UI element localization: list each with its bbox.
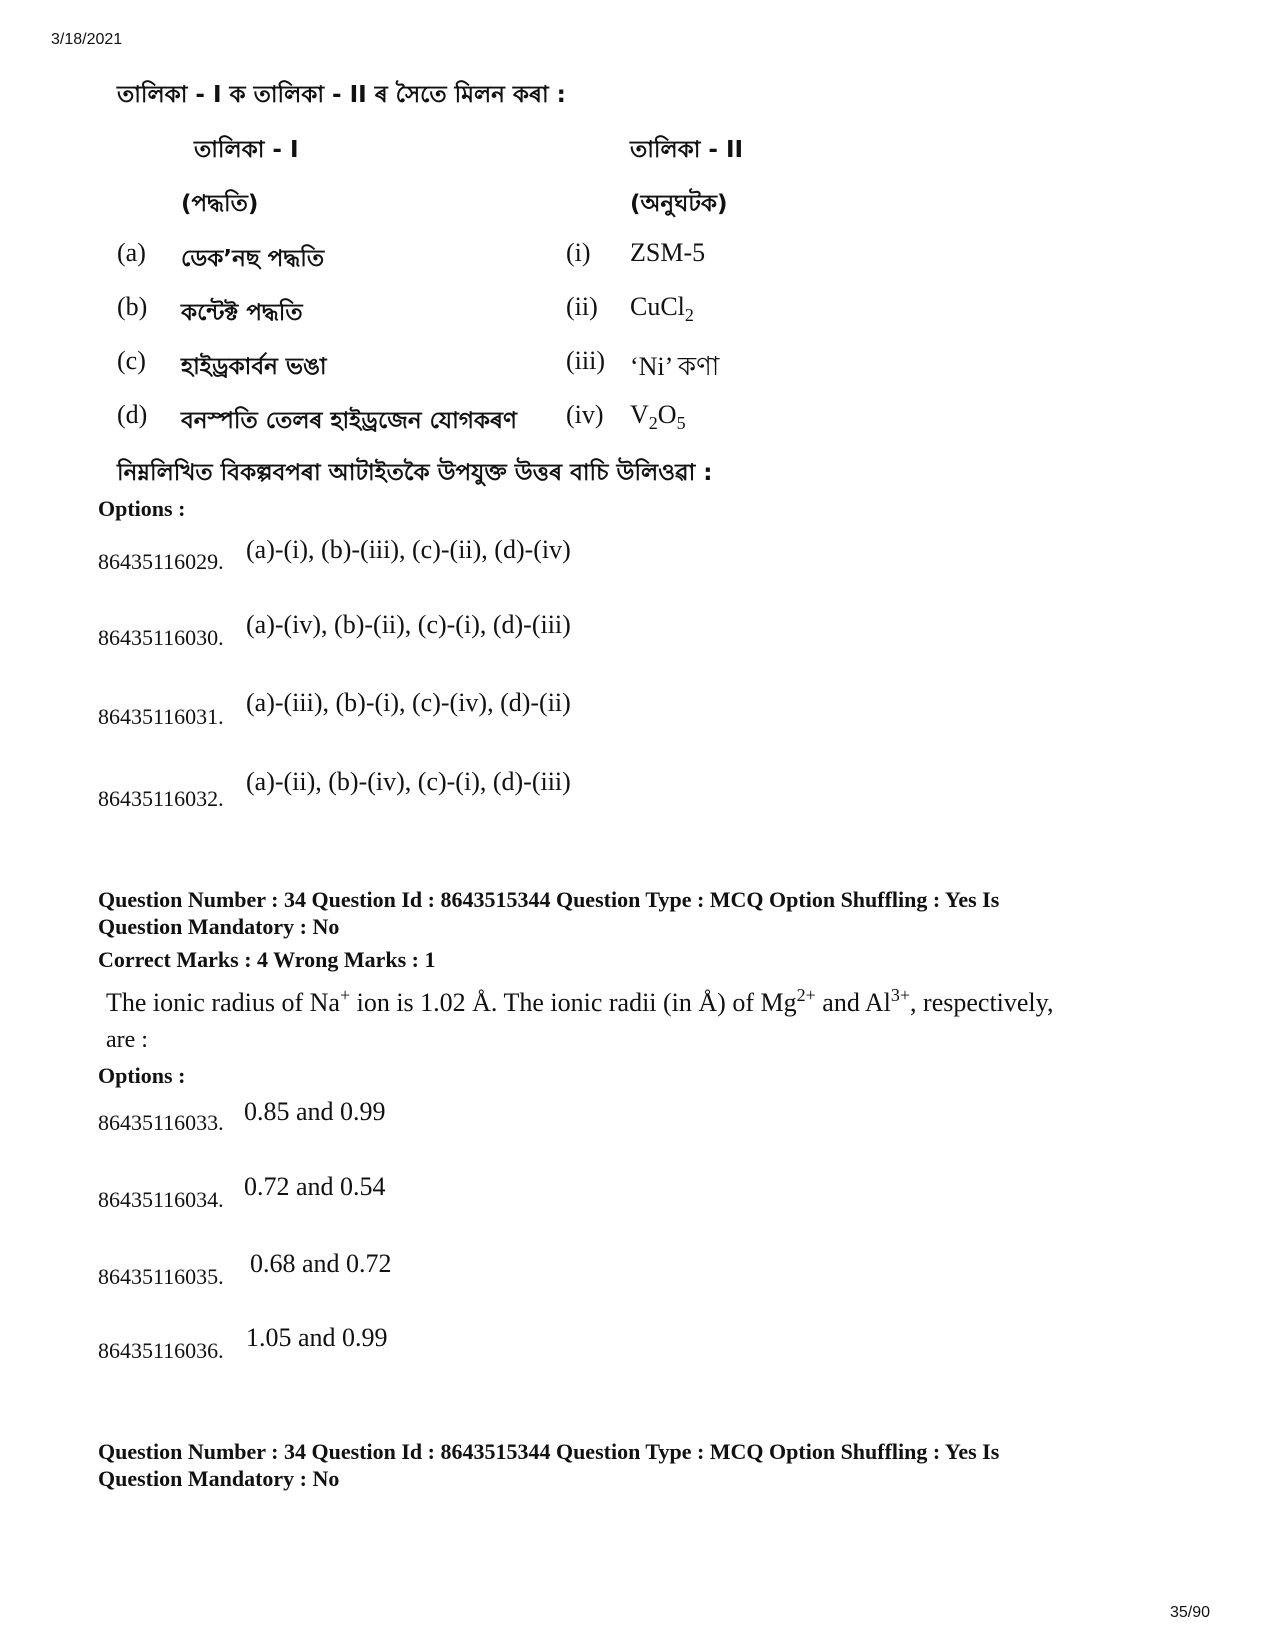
question-meta-line2: Question Mandatory : No <box>98 914 340 939</box>
q33-row-label: (a) <box>117 238 146 267</box>
q33-row-catalyst: ‘Ni’ কণা <box>630 352 720 381</box>
options-label: Options : <box>98 496 186 521</box>
option-id: 86435116035. <box>98 1264 224 1289</box>
q33-row-item: কন্টেক্ট পদ্ধতি <box>181 300 303 326</box>
q33-col1-title: তালিকা - I <box>194 137 299 163</box>
question-text: The ionic radius of Na+ ion is 1.02 Å. The ionic radii (in Å) of $Mg^{2+}$ and $Al^{3+}$, respectively, <box>106 985 1054 1017</box>
options-label: Options : <box>98 1063 186 1088</box>
question-text-line2: are : <box>106 1027 148 1053</box>
option-text[interactable]: 0.85 and 0.99 <box>244 1097 386 1126</box>
page-number: 35/90 <box>1170 1604 1211 1621</box>
option-text[interactable]: (a)-(i), (b)-(iii), (c)-(ii), (d)-(iv) <box>246 535 571 564</box>
q33-row-item: হাইড্ৰকাৰ্বন ভঙা <box>181 354 327 380</box>
q33-row-number: (iv) <box>566 400 604 429</box>
option-id: 86435116029. <box>98 549 224 574</box>
option-id: 86435116031. <box>98 704 224 729</box>
q33-col2-title: তালিকা - II <box>630 137 744 163</box>
question-meta-line1: Question Number : 34 Question Id : 8643515344 Question Type : MCQ Option Shuffling : Yes Is <box>98 887 1000 912</box>
option-id: 86435116032. <box>98 786 224 811</box>
option-text[interactable]: (a)-(iii), (b)-(i), (c)-(iv), (d)-(ii) <box>246 688 571 717</box>
q33-row-catalyst: CuCl$_2$ <box>630 292 694 325</box>
q33-row-number: (iii) <box>566 346 605 375</box>
option-id: 86435116036. <box>98 1338 224 1363</box>
q33-choose-instruction: নিম্নলিখিত বিকল্পবপৰা আটাইতকৈ উপযুক্ত উত্তৰ বাচি উলিওৱা : <box>117 460 713 486</box>
option-text[interactable]: 1.05 and 0.99 <box>246 1323 388 1352</box>
q33-col2-subtitle: (অনুঘটক) <box>630 191 728 217</box>
q33-row-catalyst: ZSM-5 <box>630 238 706 267</box>
q33-row-label: (d) <box>117 400 148 429</box>
option-id: 86435116034. <box>98 1187 224 1212</box>
q33-row-number: (ii) <box>566 292 598 321</box>
option-text[interactable]: (a)-(iv), (b)-(ii), (c)-(i), (d)-(iii) <box>246 610 571 639</box>
option-text[interactable]: (a)-(ii), (b)-(iv), (c)-(i), (d)-(iii) <box>246 767 571 796</box>
question-meta-line1: Question Number : 34 Question Id : 8643515344 Question Type : MCQ Option Shuffling : Yes Is <box>98 1439 1000 1464</box>
option-text[interactable]: 0.72 and 0.54 <box>244 1172 386 1201</box>
option-id: 86435116030. <box>98 625 224 650</box>
question-marks: Correct Marks : 4 Wrong Marks : 1 <box>98 947 436 972</box>
q33-row-item: বনস্পতি তেলৰ হাইড্ৰজেন যোগকৰণ <box>181 408 517 434</box>
q33-row-catalyst: $V_2O_5$ <box>630 400 686 433</box>
q33-col1-subtitle: (পদ্ধতি) <box>181 191 259 217</box>
q33-row-item: ডেক’নছ পদ্ধতি <box>181 246 325 272</box>
q33-row-label: (b) <box>117 292 148 321</box>
q33-row-number: (i) <box>566 238 591 267</box>
print-date: 3/18/2021 <box>51 31 123 48</box>
q33-row-label: (c) <box>117 346 146 375</box>
option-text[interactable]: 0.68 and 0.72 <box>250 1249 392 1278</box>
option-id: 86435116033. <box>98 1110 224 1135</box>
q33-instruction: তালিকা - I ক তালিকা - II ৰ সৈতে মিলন কৰা : <box>117 82 566 108</box>
question-meta-line2: Question Mandatory : No <box>98 1466 340 1491</box>
